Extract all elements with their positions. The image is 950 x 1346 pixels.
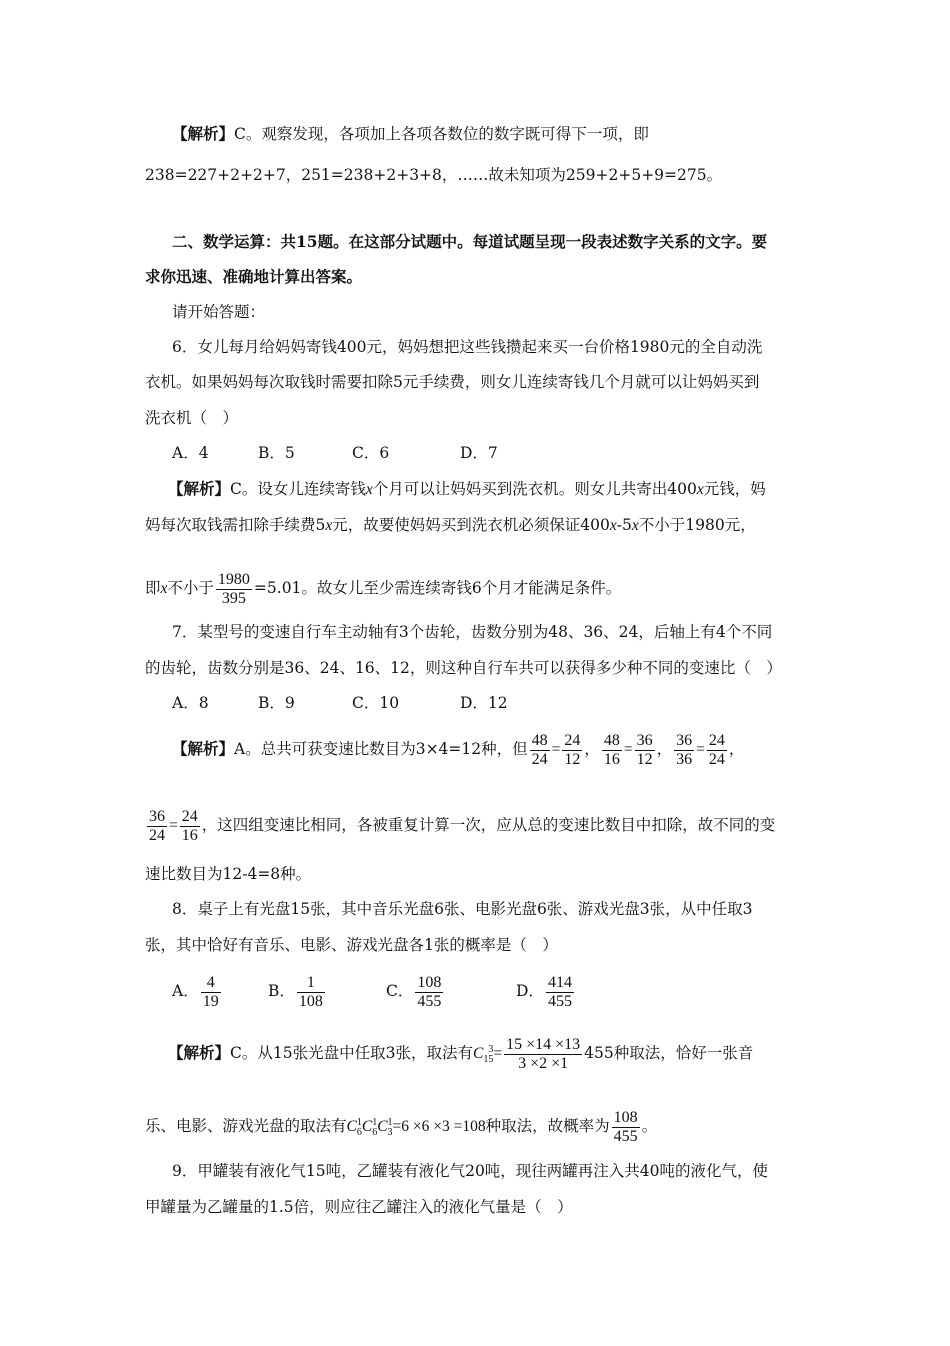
text: 乐、电影、游戏光盘的取法有 [145, 1117, 347, 1135]
analysis-label: 【解析】 [168, 1043, 231, 1062]
denominator: 24 [149, 826, 165, 844]
fraction [674, 732, 694, 769]
question-6-cont: 衣机。如果妈妈每次取钱时需要扣除5元手续费，则女儿连续寄钱几个月就可以让妈妈买到 [145, 373, 760, 391]
question-7-cont: 的齿轮，齿数分别是36、24、16、12，则这种自行车共可以获得多少种不同的变速比（ ） [145, 659, 782, 677]
numerator: 24 [708, 731, 725, 749]
analysis-line: 速比数目为12-4=8种。 [145, 865, 312, 883]
analysis-label: 【解析】 [172, 124, 235, 143]
combination-symbol: C [377, 1118, 388, 1135]
analysis-label: 【解析】 [168, 479, 231, 498]
text: 妈每次取钱需扣除手续费5 [145, 516, 326, 534]
text: 元，故要使妈妈买到洗衣机必须保证400 [332, 516, 610, 534]
option-a: A．4 [172, 444, 209, 462]
analysis-line [168, 479, 766, 500]
section-heading: 求你迅速、准确地计算出答案。 [145, 267, 363, 286]
analysis-line: 238=227+2+2+7，251=238+2+3+8，……故未知项为259+2+5+9=275。 [145, 166, 723, 184]
denominator: 108 [298, 992, 323, 1010]
text: -5 [616, 516, 632, 534]
start-prompt: 请开始答题： [172, 303, 266, 321]
numerator: 1980 [217, 570, 250, 588]
numerator: 108 [613, 1108, 638, 1126]
option-c [386, 969, 516, 1013]
option-a [172, 969, 268, 1013]
text: 个月可以让妈妈买到洗衣机。则女儿共寄出400 [372, 480, 697, 498]
text: C。从15张光盘中任取3张，取法有 [230, 1044, 473, 1062]
fraction [147, 808, 167, 845]
numerator: 48 [531, 731, 548, 749]
fraction [415, 974, 443, 1011]
expression: =6 ×6 ×3 =108 [392, 1118, 486, 1135]
denominator: 3 ×2 ×1 [518, 1054, 569, 1072]
numerator: 24 [181, 807, 198, 825]
section-heading: 二、数学运算：共15题。在这部分试题中。每道试题呈现一段表述数字关系的文字。要 [172, 232, 768, 251]
fraction [635, 732, 655, 769]
question-8-options [172, 969, 576, 1013]
denominator: 455 [613, 1127, 638, 1145]
analysis-line [145, 1101, 657, 1155]
superscript: 3 [488, 1044, 494, 1055]
question-8: 8．桌子上有光盘15张，其中音乐光盘6张、电影光盘6张、游戏光盘3张，从中任取3 [172, 900, 753, 918]
variable: x [631, 517, 639, 534]
equals: = [551, 741, 561, 758]
numerator: 36 [149, 807, 165, 825]
analysis-line [145, 803, 775, 848]
fraction [180, 808, 200, 845]
option-a: A．8 [172, 694, 209, 712]
denominator: 24 [531, 750, 548, 768]
denominator: 455 [547, 992, 572, 1010]
denominator: 16 [181, 826, 198, 844]
comma: ， [728, 740, 745, 758]
equals: = [623, 741, 633, 758]
variable: x [609, 517, 617, 534]
variable: x [325, 517, 333, 534]
text: 种取法，故概率为 [485, 1117, 610, 1135]
combination-symbol: C [361, 1118, 373, 1135]
fraction [216, 571, 252, 608]
option-b: B．5 [258, 444, 295, 462]
equals: = [493, 1045, 503, 1062]
variable: x [365, 481, 373, 498]
question-6: 6．女儿每月给妈妈寄钱400元，妈妈想把这些钱攒起来买一台价格1980元的全自动洗 [172, 338, 763, 356]
text: ，这四组变速比相同，各被重复计算一次，应从总的变速比数目中扣除，故不同的变 [201, 816, 776, 834]
numerator: 24 [564, 731, 581, 749]
fraction [612, 1109, 640, 1146]
superscript: 1 [356, 1117, 362, 1128]
fraction [562, 732, 582, 769]
denominator: 16 [603, 750, 620, 768]
fraction [530, 732, 550, 769]
fraction [707, 732, 727, 769]
text: 元钱，妈 [703, 480, 766, 498]
subscript: 15 [483, 1054, 494, 1065]
question-6-options [172, 443, 498, 463]
text: 不小于1980元， [638, 516, 756, 534]
option-label: B． [268, 982, 295, 1000]
option-label: D． [516, 982, 544, 1000]
equals: = [169, 817, 178, 834]
option-d: D．12 [460, 694, 508, 712]
numerator: 36 [636, 731, 653, 749]
option-d: D．7 [460, 444, 498, 462]
numerator: 48 [603, 731, 620, 749]
option-c: C．10 [352, 694, 400, 712]
numerator: 1 [297, 974, 325, 993]
fraction [546, 974, 574, 1011]
denominator: 12 [564, 750, 581, 768]
option-b [268, 969, 386, 1013]
numerator: 108 [417, 973, 442, 991]
equals: = [696, 741, 705, 758]
analysis-line [172, 727, 744, 772]
subscript: 6 [372, 1127, 378, 1138]
numerator: 4 [201, 974, 221, 993]
analysis-line [168, 1028, 753, 1082]
comma: ， [584, 740, 600, 758]
denominator: 395 [221, 589, 246, 607]
analysis-line [145, 515, 756, 536]
text: 。 [641, 1117, 658, 1135]
text: A。总共可获变速比数目为3×4=12种，但 [234, 740, 528, 758]
question-6-cont: 洗衣机（ ） [145, 409, 239, 427]
fraction [602, 732, 622, 769]
text: C。设女儿连续寄钱 [230, 480, 366, 498]
fraction [201, 974, 221, 1011]
option-b: B．9 [258, 694, 295, 712]
variable: x [160, 580, 168, 597]
text: 即 [145, 579, 161, 597]
denominator: 12 [636, 750, 653, 768]
text: 455种取法，恰好一张音 [584, 1044, 754, 1062]
option-c: C．6 [352, 444, 390, 462]
numerator: 414 [547, 973, 572, 991]
question-7-options [172, 693, 508, 713]
denominator: 24 [708, 750, 725, 768]
question-9: 9．甲罐装有液化气15吨，乙罐装有液化气20吨，现往两罐再注入共40吨的液化气，使 [172, 1162, 769, 1180]
combination-symbol: C [346, 1118, 357, 1135]
denominator: 36 [676, 750, 693, 768]
fraction [297, 974, 325, 1011]
text: 不小于 [167, 579, 214, 597]
denominator: 455 [417, 992, 442, 1010]
option-label: C． [386, 982, 414, 1000]
denominator: 19 [202, 992, 219, 1010]
subscript: 6 [356, 1127, 362, 1138]
subscript: 3 [387, 1127, 393, 1138]
superscript: 1 [372, 1117, 378, 1128]
numerator: 15 ×14 ×13 [506, 1035, 581, 1053]
comma: ， [656, 740, 673, 758]
option-d [516, 969, 576, 1013]
text: =5.01。故女儿至少需连续寄钱6个月才能满足条件。 [253, 579, 622, 597]
superscript: 1 [387, 1117, 393, 1128]
question-8-cont: 张，其中恰好有音乐、电影、游戏光盘各1张的概率是（ ） [145, 936, 558, 954]
question-7: 7．某型号的变速自行车主动轴有3个齿轮，齿数分别为48、36、24，后轴上有4个不同 [172, 623, 773, 641]
fraction [504, 1036, 582, 1073]
variable: x [696, 481, 704, 498]
analysis-text: C。观察发现，各项加上各项各数位的数字既可得下一项，即 [234, 125, 649, 143]
analysis-line [145, 566, 621, 611]
analysis-label: 【解析】 [172, 739, 235, 758]
numerator: 36 [676, 731, 693, 749]
combination-symbol: C [472, 1045, 484, 1062]
option-label: A． [172, 982, 199, 1000]
question-9-cont: 甲罐量为乙罐量的1.5倍，则应往乙罐注入的液化气量是（ ） [145, 1198, 573, 1216]
analysis-line [172, 124, 649, 144]
